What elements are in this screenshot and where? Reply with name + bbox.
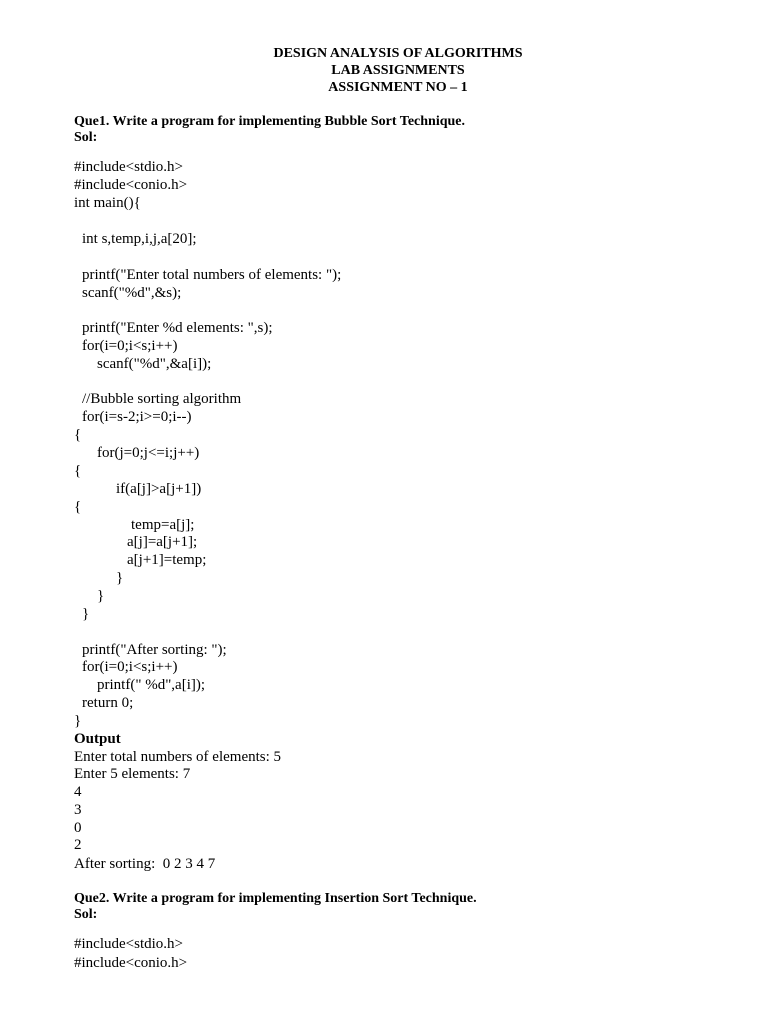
code-line: int main(){ (74, 195, 141, 211)
code-comment: //Bubble sorting algorithm (82, 391, 242, 407)
code-line: printf(" %d",a[i]); (97, 677, 206, 693)
document-subtitle: LAB ASSIGNMENTS (331, 63, 465, 78)
output-line: 3 (74, 802, 82, 818)
code-line: if(a[j]>a[j+1]) (116, 481, 202, 497)
code-line: #include<stdio.h> (74, 159, 183, 175)
code-line: for(i=s-2;i>=0;i--) (82, 409, 192, 425)
code-line: for(j=0;j<=i;j++) (97, 445, 200, 461)
question-2-sol-label: Sol: (74, 907, 98, 922)
question-1-heading: Que1. Write a program for implementing Bubble Sort Technique. (74, 114, 465, 129)
code-line: { (74, 427, 82, 443)
output-label: Output (74, 731, 121, 747)
document-title: DESIGN ANALYSIS OF ALGORITHMS (273, 46, 523, 61)
code-line: } (97, 588, 105, 604)
output-line: 0 (74, 820, 82, 836)
assignment-number: ASSIGNMENT NO – 1 (328, 80, 468, 95)
code-line: temp=a[j]; (131, 517, 195, 533)
output-line: Enter 5 elements: 7 (74, 766, 191, 782)
code-line: scanf("%d",&s); (82, 285, 182, 301)
output-line: Enter total numbers of elements: 5 (74, 749, 282, 765)
code-line: scanf("%d",&a[i]); (97, 356, 212, 372)
code-line: #include<conio.h> (74, 955, 188, 971)
code-line: } (82, 606, 90, 622)
code-line: #include<conio.h> (74, 177, 188, 193)
output-line: 4 (74, 784, 82, 800)
code-line: #include<stdio.h> (74, 936, 183, 952)
code-line: return 0; (82, 695, 134, 711)
code-line: { (74, 499, 82, 515)
code-line: printf("Enter %d elements: ",s); (82, 320, 273, 336)
output-line: 2 (74, 837, 82, 853)
code-line: for(i=0;i<s;i++) (82, 338, 178, 354)
code-line: } (74, 713, 82, 729)
code-line: { (74, 463, 82, 479)
question-1-sol-label: Sol: (74, 130, 98, 145)
code-line: a[j+1]=temp; (127, 552, 207, 568)
code-line: printf("After sorting: "); (82, 642, 227, 658)
code-line: for(i=0;i<s;i++) (82, 659, 178, 675)
question-2-heading: Que2. Write a program for implementing Insertion Sort Technique. (74, 891, 477, 906)
output-line: After sorting: 0 2 3 4 7 (74, 856, 216, 872)
code-line: } (116, 570, 124, 586)
code-line: printf("Enter total numbers of elements: "); (82, 267, 342, 283)
code-line: a[j]=a[j+1]; (127, 534, 198, 550)
code-line: int s,temp,i,j,a[20]; (82, 231, 197, 247)
